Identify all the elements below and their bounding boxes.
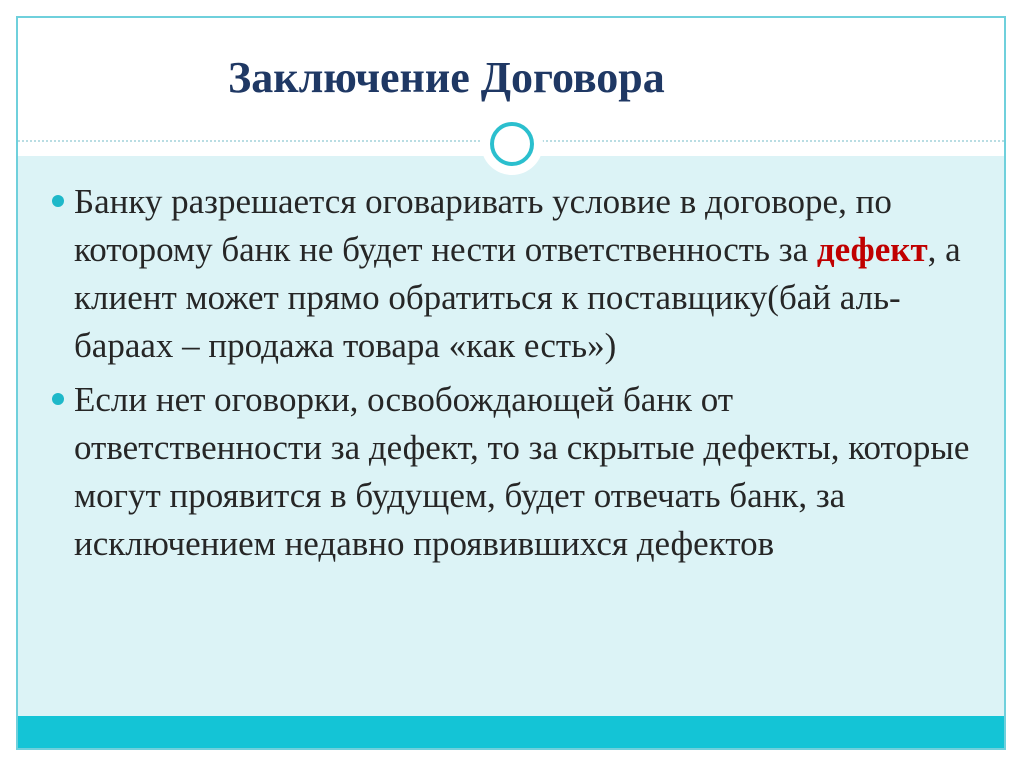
bullet-text-start: Банку разрешается оговаривать условие в договоре, по которому банк не будет нести ответственность за <box>74 182 892 269</box>
bullet-text-end: , а клиент может прямо обратиться к поставщику(бай аль-бараах – продажа товара «как есть») <box>74 230 961 365</box>
bullet-text: Если нет оговорки, освобождающей банк от ответственности за дефект, то за скрытые дефекты, которые могут проявится в будущем, будет отвечать банк, за исключением недавно проявившихся дефектов <box>74 380 970 563</box>
circle-ornament <box>481 113 543 175</box>
bullet-item <box>50 178 970 370</box>
bullet-item <box>50 376 970 568</box>
bullet-list <box>50 178 970 574</box>
circle-ring-icon <box>490 122 534 166</box>
bullet-dot-icon <box>52 195 64 207</box>
slide-title: Заключение Договора <box>228 53 665 102</box>
highlighted-word: дефект <box>816 230 928 269</box>
bullet-dot-icon <box>52 393 64 405</box>
